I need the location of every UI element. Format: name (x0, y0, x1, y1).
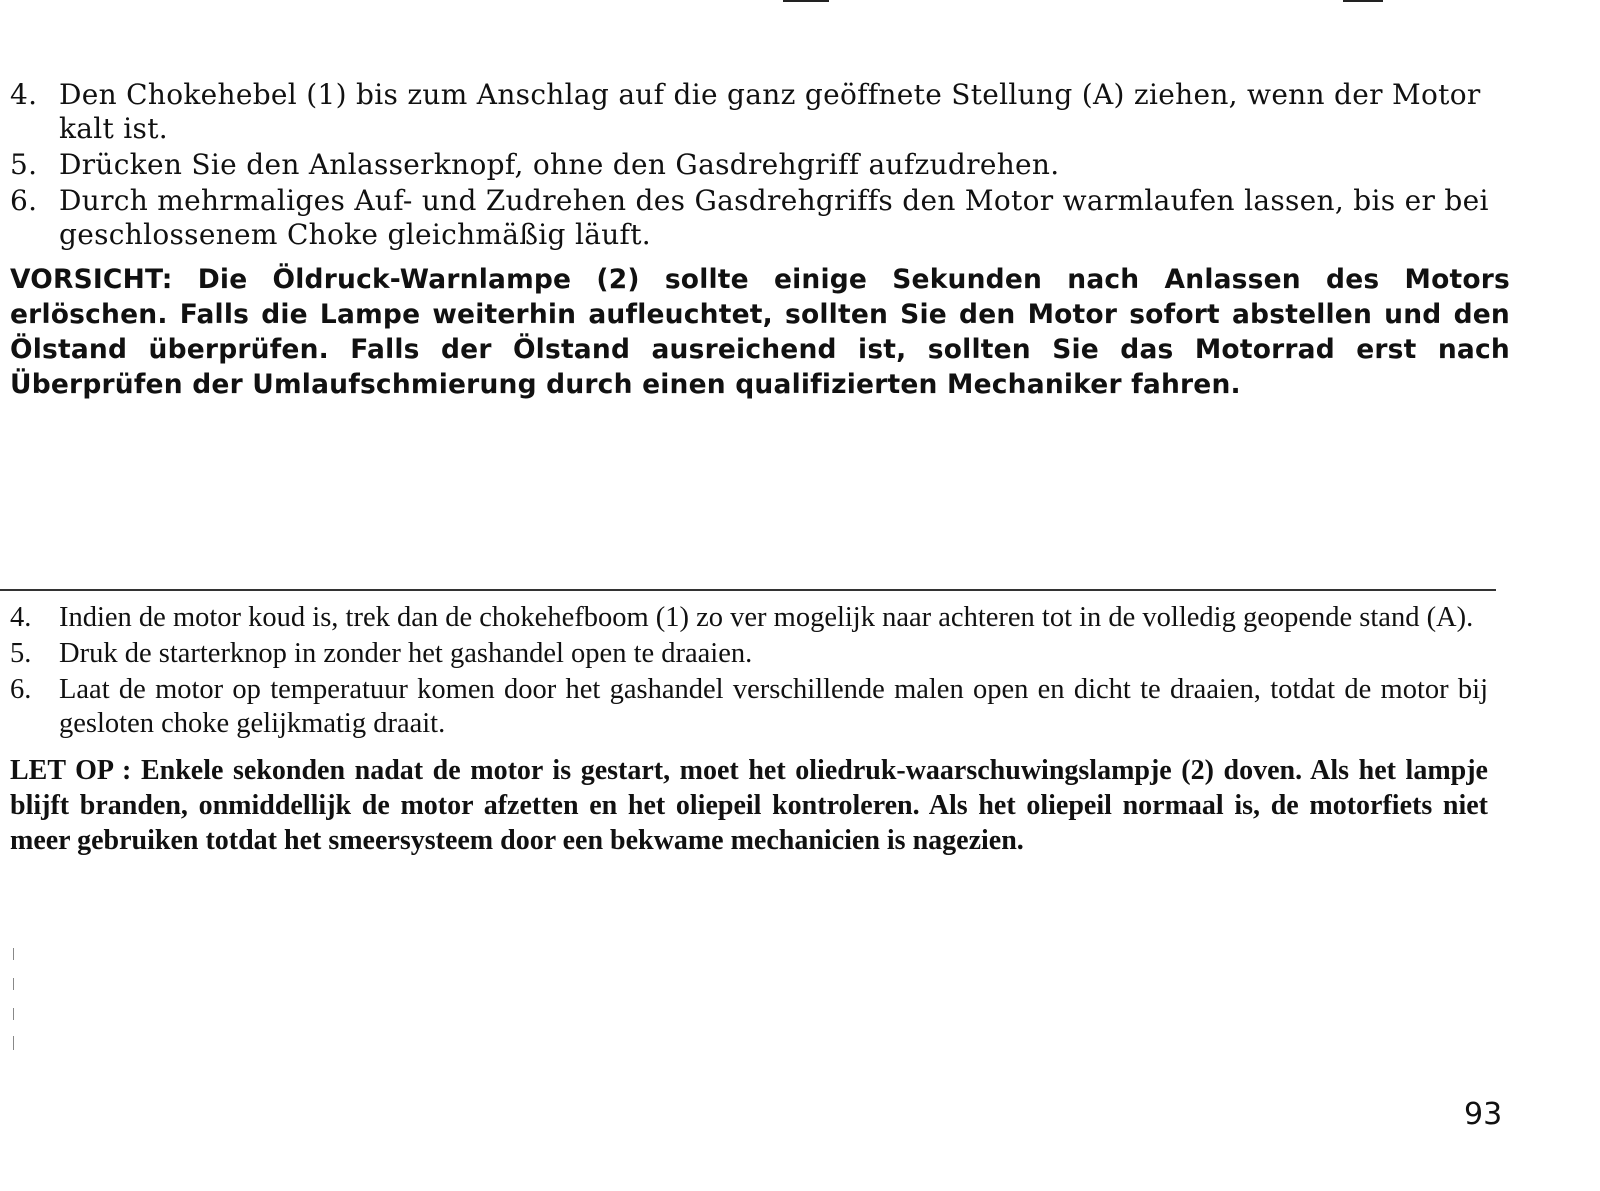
item-text: Den Chokehebel (1) bis zum Anschlag auf die ganz geöffnete Stellung (A) ziehen, wenn der Motor kalt ist. (59, 78, 1481, 145)
page-number: 93 (1464, 1097, 1503, 1132)
item-number: 6. (10, 674, 32, 705)
german-section (10, 78, 1510, 429)
list-item (10, 673, 1488, 741)
list-item (10, 148, 1510, 182)
margin-tick (13, 1036, 14, 1050)
top-edge-mark (1343, 0, 1383, 2)
list-item (10, 184, 1510, 252)
item-number: 4. (10, 602, 32, 633)
margin-tick (13, 1008, 14, 1020)
caution-note: LET OP : Enkele sekonden nadat de motor is gestart, moet het oliedruk-waarschuwingslampje (2) doven. Als het lampje blijft branden, onmiddellijk de motor afzetten en het oliepeil kontroleren. Als het oliepeil normaal is, de motorfiets niet meer gebruiken totdat het smeersysteem door een bekwame mechanicien is nagezien. (10, 755, 1488, 856)
item-text: Durch mehrmaliges Auf- und Zudrehen des Gasdrehgriffs den Motor warmlaufen lassen, bis er bei geschlossenem Choke gleichmäßig läuft. (59, 184, 1489, 251)
item-text: Indien de motor koud is, trek dan de chokehefboom (1) zo ver mogelijk naar achteren tot in de volledig geopende stand (A). (59, 602, 1474, 633)
item-number: 5. (10, 638, 32, 669)
section-divider (0, 589, 1496, 591)
item-text: Laat de motor op temperatuur komen door het gashandel verschillende malen open en dicht te draaien, totdat de motor bij gesloten choke gelijkmatig draait. (59, 674, 1488, 739)
caution-note: VORSICHT: Die Öldruck-Warnlampe (2) sollte einige Sekunden nach Anlassen des Motors erlöschen. Falls die Lampe weiterhin aufleuchtet, sollten Sie den Motor sofort abstellen und den Ölstand überprüfen. Falls der Ölstand ausreichend ist, sollten Sie das Motorrad erst nach Überprüfen der Umlaufschmierung durch einen qualifizierten Mechaniker fahren. (10, 264, 1510, 400)
list-item (10, 637, 1488, 671)
list-item (10, 78, 1510, 146)
item-text: Druk de starterknop in zonder het gashandel open te draaien. (59, 638, 753, 669)
item-number: 5. (10, 148, 38, 181)
dutch-section (10, 601, 1488, 886)
margin-tick (13, 948, 14, 960)
item-number: 4. (10, 78, 38, 111)
item-text: Drücken Sie den Anlasserknopf, ohne den Gasdrehgriff aufzudrehen. (59, 148, 1060, 181)
item-number: 6. (10, 184, 38, 217)
margin-tick (13, 978, 14, 990)
top-edge-mark (783, 0, 829, 2)
list-item (10, 601, 1488, 635)
